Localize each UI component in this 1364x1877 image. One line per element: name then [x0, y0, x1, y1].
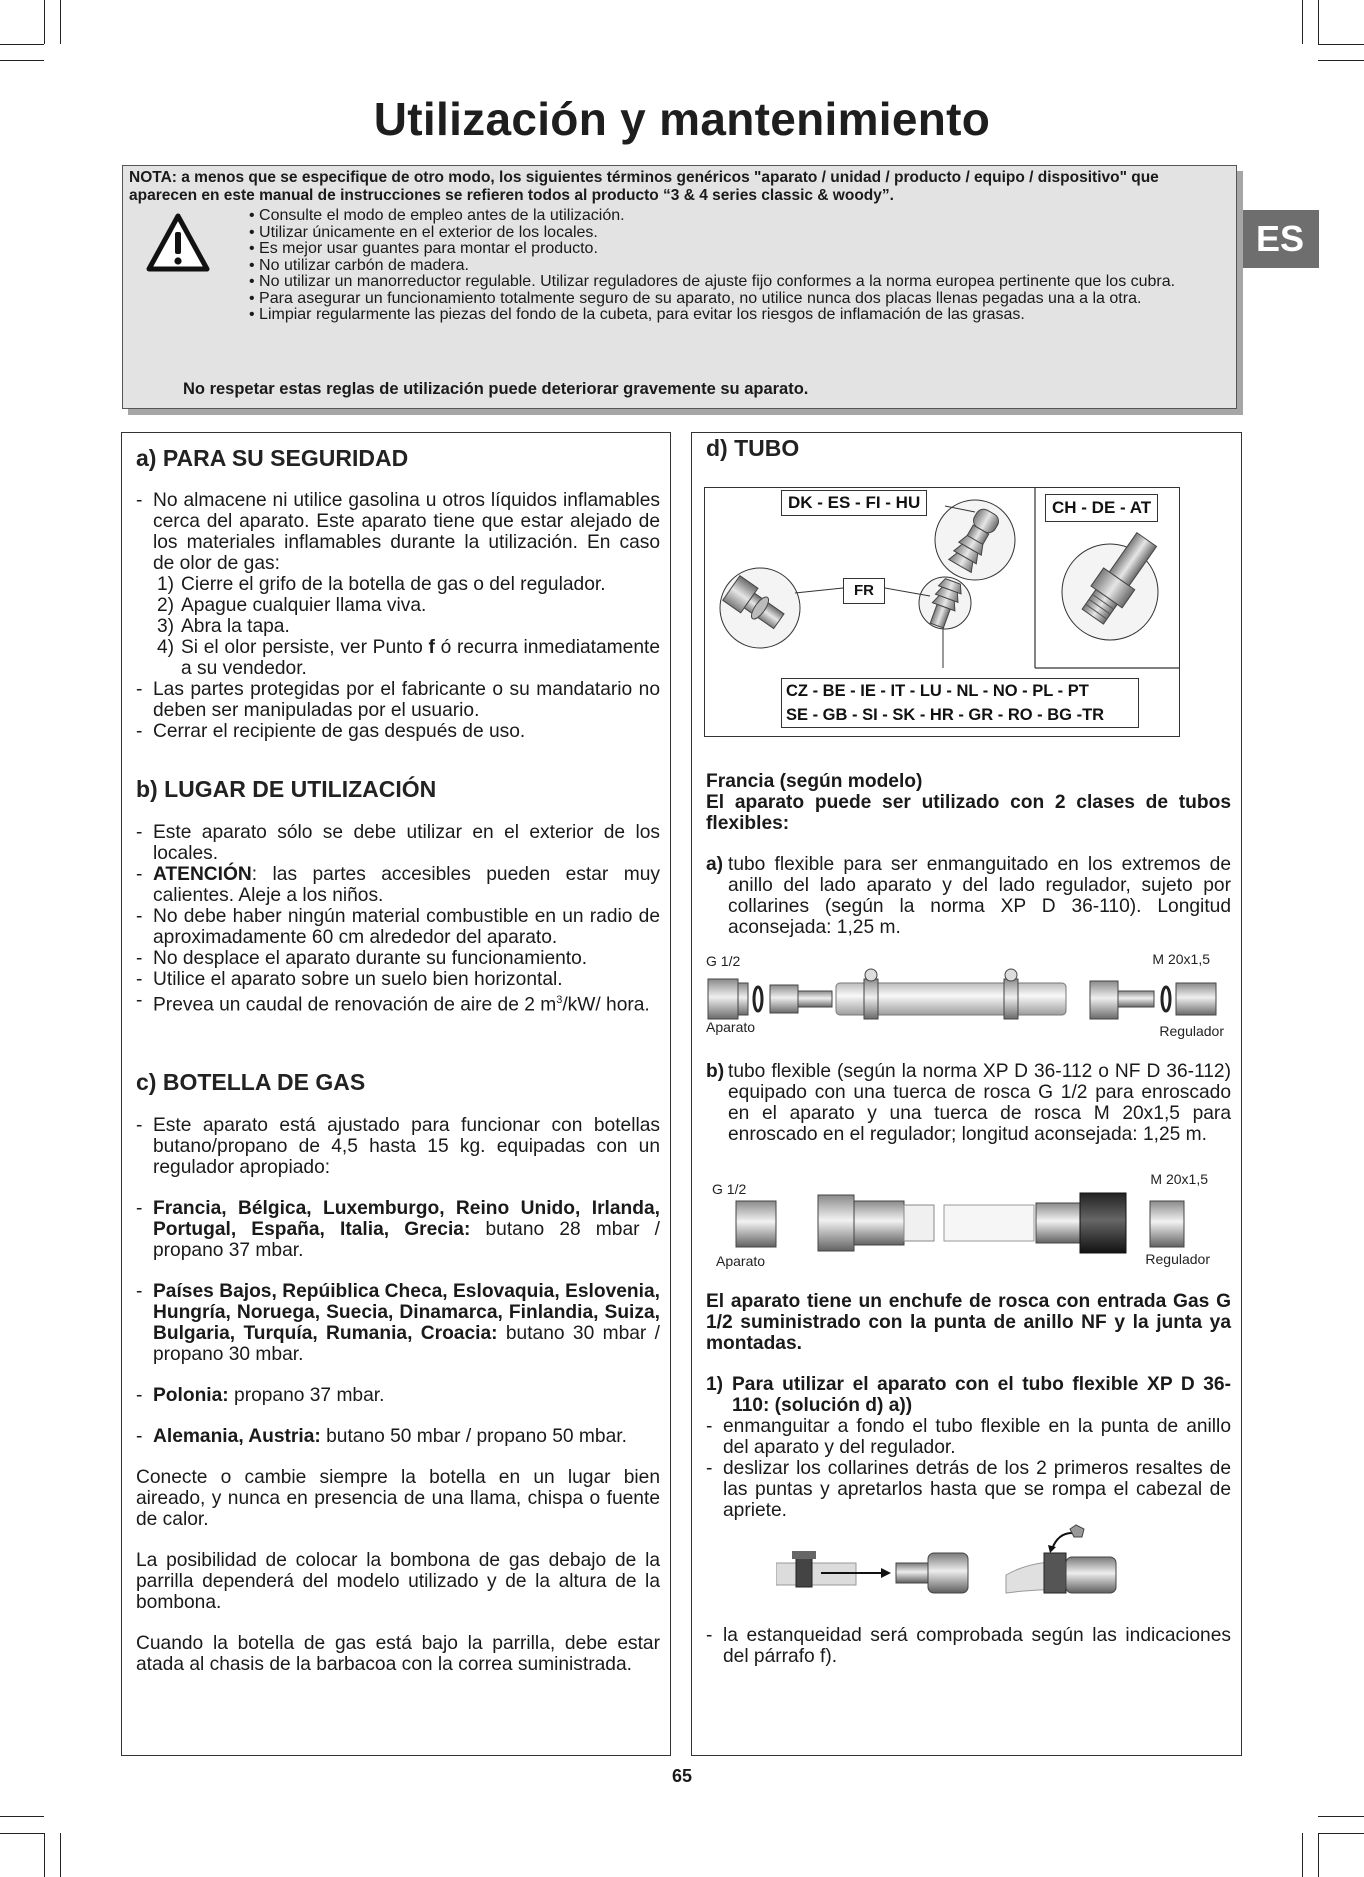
option-b — [706, 1061, 1231, 1145]
paragraph: Conecte o cambie siempre la botella en un lugar bien aireado, y nunca en presencia de una llama, chispa o fuente de calor. — [136, 1467, 660, 1530]
section-a-title: a) PARA SU SEGURIDAD — [136, 445, 409, 471]
list-item-text: /kW/ hora. — [562, 994, 650, 1016]
crop-mark — [60, 0, 61, 44]
section-d-title: d) TUBO — [706, 435, 800, 461]
step-heading — [706, 1374, 1231, 1416]
tube-figure-a — [706, 953, 1228, 1043]
language-tab: ES — [1241, 210, 1319, 268]
country-list: Países Bajos, Repúiblica Checa, Eslovaquia, Eslovenia, Hungría, Noruega, Suecia, Dinamarca, Finlandia, Suiza, Bulgaria, Turquía, Rumania, Croacia: — [153, 1281, 660, 1344]
tube-illustration — [706, 953, 1228, 1043]
paragraph: Cuando la botella de gas está bajo la parrilla, debe estar atada al chasis de la barbacoa con la correa suministrada. — [136, 1633, 660, 1675]
note-footer: No respetar estas reglas de utilización puede deteriorar gravemente su aparato. — [183, 380, 809, 398]
option-text: tubo flexible (según la norma XP D 36-112 o NF D 36-112) equipado con una tuerca de rosca G 1/2 para enroscado en el aparato y una tuerca de rosca M 20x1,5 para enroscado en el regulador; longitud aconsejada: 1,25 m. — [728, 1061, 1231, 1145]
paragraph: La posibilidad de colocar la bombona de gas debajo de la parrilla dependerá del modelo utilizado y de la altura de la bombona. — [136, 1550, 660, 1613]
step-item — [136, 637, 660, 679]
step-heading-text: Para utilizar el aparato con el tubo flexible XP D 36-110: (solución d) a)) — [732, 1374, 1231, 1416]
step-text-bold: f — [428, 637, 435, 658]
crop-mark — [44, 0, 45, 44]
safety-note-box — [122, 165, 1237, 409]
pressure-text: propano 37 mbar. — [228, 1385, 385, 1406]
note-item: • Es mejor usar guantes para montar el producto. — [249, 240, 598, 257]
crop-mark — [1302, 0, 1303, 44]
country-item — [136, 1198, 660, 1261]
list-item: - deslizar los collarines detrás de los 2 primeros resaltes de las puntas y apretarlos hasta que se rompa el cabezal de apriete. — [706, 1458, 1231, 1521]
step-text: Apague cualquier llama viva. — [181, 595, 427, 616]
section-d-instructions — [706, 1291, 1231, 1521]
francia-subheading: El aparato puede ser utilizado con 2 clases de tubos flexibles: — [706, 792, 1231, 834]
group-label: CH - DE - AT — [1045, 494, 1158, 522]
country-item — [136, 1426, 660, 1447]
crop-mark — [44, 1833, 45, 1877]
tube-illustration — [706, 1173, 1228, 1273]
list-item: - la estanqueidad será comprobada según las indicaciones del párrafo f). — [706, 1625, 1231, 1667]
crop-mark — [1302, 1833, 1303, 1877]
country-list: Polonia: — [153, 1385, 229, 1406]
crop-mark — [0, 1833, 44, 1834]
step-number: 4) — [157, 637, 175, 658]
enchufe-note: El aparato tiene un enchufe de rosca con entrada Gas G 1/2 suministrado con la punta de anillo NF y la junta ya montadas. — [706, 1291, 1231, 1354]
country-list: Francia, Bélgica, Luxemburgo, Reino Unido, Irlanda, Portugal, España, Italia, Grecia: — [153, 1198, 660, 1240]
thread-label: M 20x1,5 — [1150, 1171, 1208, 1187]
step-item — [136, 595, 660, 616]
country-item — [136, 1281, 660, 1365]
pressure-text: butano 28 mbar / propano 37 mbar. — [153, 1219, 660, 1261]
section-c-body — [136, 1115, 660, 1675]
note-item: • No utilizar carbón de madera. — [249, 256, 469, 274]
step-item — [136, 616, 660, 637]
list-item: - Las partes protegidas por el fabricante o su mandatario no deben ser manipuladas por el usuario. — [136, 679, 660, 721]
group-line: CZ - BE - IE - IT - LU - NL - NO - PL - PT — [786, 682, 1089, 700]
step-number: 1) — [157, 574, 175, 595]
section-a-body — [136, 490, 660, 742]
crop-mark — [0, 60, 44, 61]
tube-figure-b — [706, 1173, 1228, 1273]
crop-mark — [60, 1833, 61, 1877]
left-column — [121, 432, 671, 1756]
group-label: DK - ES - FI - HU — [781, 490, 927, 516]
crop-mark — [1318, 60, 1364, 61]
thread-label: M 20x1,5 — [1152, 951, 1210, 967]
list-item — [136, 864, 660, 906]
step-text: Si el olor persiste, ver Punto — [181, 637, 429, 658]
country-list: Alemania, Austria: — [153, 1426, 321, 1447]
option-label: a) — [706, 854, 724, 875]
option-label: b) — [706, 1061, 725, 1082]
crop-mark — [1318, 0, 1319, 44]
step-item — [136, 574, 660, 595]
crop-mark — [1318, 1833, 1364, 1834]
step-number: 2) — [157, 595, 175, 616]
list-item: - No debe haber ningún material combustible en un radio de aproximadamente 60 cm alrededor del aparato. — [136, 906, 660, 948]
aparato-label: Aparato — [706, 1019, 756, 1035]
list-item: - Este aparato está ajustado para funcionar con botellas butano/propano de 4,5 hasta 15 kg. equipadas con un regulador apropiado: — [136, 1115, 660, 1178]
note-item: • Para asegurar un funcionamiento totalmente seguro de su aparato, no utilice nunca dos placas llenas pegadas una a la otra. — [249, 289, 1142, 307]
note-item: • No utilizar un manorreductor regulable. Utilizar reguladores de ajuste fijo conformes a la norma europea pertinente que los cubra. — [249, 273, 1176, 290]
step-number: 3) — [157, 616, 175, 637]
attention-label: ATENCIÓN — [153, 864, 252, 885]
list-item: - No almacene ni utilice gasolina u otros líquidos inflamables cerca del aparato. Este aparato tiene que estar alejado de los materiales inflamables durante la utilización. En caso de olor de gas: — [136, 490, 660, 574]
francia-heading: Francia (según modelo) — [706, 771, 923, 792]
crop-mark — [1318, 1816, 1364, 1817]
section-b-title: b) LUGAR DE UTILIZACIÓN — [136, 776, 437, 802]
step-text: Cierre el grifo de la botella de gas o del regulador. — [181, 574, 606, 595]
list-item: - Cerrar el recipiente de gas después de uso. — [136, 721, 660, 742]
list-item-text: : las partes accesibles pueden estar muy calientes. Aleje a los niños. — [153, 864, 660, 906]
regulador-label: Regulador — [1159, 1023, 1224, 1039]
right-column — [691, 432, 1242, 1756]
list-item — [136, 990, 660, 1015]
note-item: • Utilizar únicamente en el exterior de los locales. — [249, 223, 598, 241]
step-number: 1) — [706, 1374, 724, 1395]
list-item-text: Prevea un caudal de renovación de aire de 2 m — [153, 994, 557, 1016]
note-item: • Limpiar regularmente las piezas del fondo de la cubeta, para evitar los riesgos de inflamación de las grasas. — [249, 306, 1025, 323]
crop-mark — [1318, 1833, 1319, 1877]
crop-mark — [1318, 44, 1364, 45]
thread-label: G 1/2 — [712, 1181, 747, 1197]
group-label-multiline — [781, 678, 1139, 728]
option-b-block — [706, 1061, 1231, 1145]
section-c-title: c) BOTELLA DE GAS — [136, 1069, 366, 1095]
option-a — [706, 854, 1231, 938]
thread-label: G 1/2 — [706, 953, 741, 969]
crop-mark — [0, 44, 44, 45]
connector-figure — [704, 487, 1180, 737]
list-item: - Utilice el aparato sobre un suelo bien horizontal. — [136, 969, 660, 990]
step-text: ó recurra inmediatamente a su vendedor. — [181, 637, 660, 679]
list-item: - enmanguitar a fondo el tubo flexible en la punta de anillo del aparato y del regulador. — [706, 1416, 1231, 1458]
note-header: NOTA: a menos que se especifique de otro modo, los siguientes términos genéricos "aparato / unidad / producto / equipo / dispositivo" que aparecen en este manual de instrucciones se refieren todos al producto “3 & 4 series classic & woody”. — [129, 169, 1159, 204]
crop-mark — [0, 1816, 44, 1817]
option-text: tubo flexible para ser enmanguitado en los extremos de anillo del lado aparato y del lado regulador, sujeto por collarines (según la norma XP D 36-110). Longitud aconsejada: 1,25 m. — [728, 854, 1231, 938]
section-d-final — [706, 1625, 1231, 1667]
aparato-label: Aparato — [716, 1253, 766, 1269]
section-b-body — [136, 822, 660, 1015]
pressure-text: butano 50 mbar / propano 50 mbar. — [320, 1426, 627, 1447]
fr-label: FR — [843, 578, 885, 604]
regulador-label: Regulador — [1145, 1251, 1210, 1267]
section-d-body — [706, 771, 1231, 938]
page-number: 65 — [671, 1766, 693, 1786]
list-item: - Este aparato sólo se debe utilizar en el exterior de los locales. — [136, 822, 660, 864]
warning-icon — [145, 212, 211, 274]
note-list — [249, 208, 1231, 324]
list-item: - No desplace el aparato durante su funcionamiento. — [136, 948, 660, 969]
country-item — [136, 1385, 660, 1406]
collar-figure — [776, 1523, 1156, 1613]
page-title: Utilización y mantenimiento — [373, 93, 991, 145]
pressure-text: butano 30 mbar / propano 30 mbar. — [153, 1323, 660, 1365]
group-line: SE - GB - SI - SK - HR - GR - RO - BG -TR — [786, 706, 1105, 724]
note-item: • Consulte el modo de empleo antes de la utilización. — [249, 207, 625, 224]
step-text: Abra la tapa. — [181, 616, 290, 637]
superscript: 3 — [556, 994, 563, 1006]
